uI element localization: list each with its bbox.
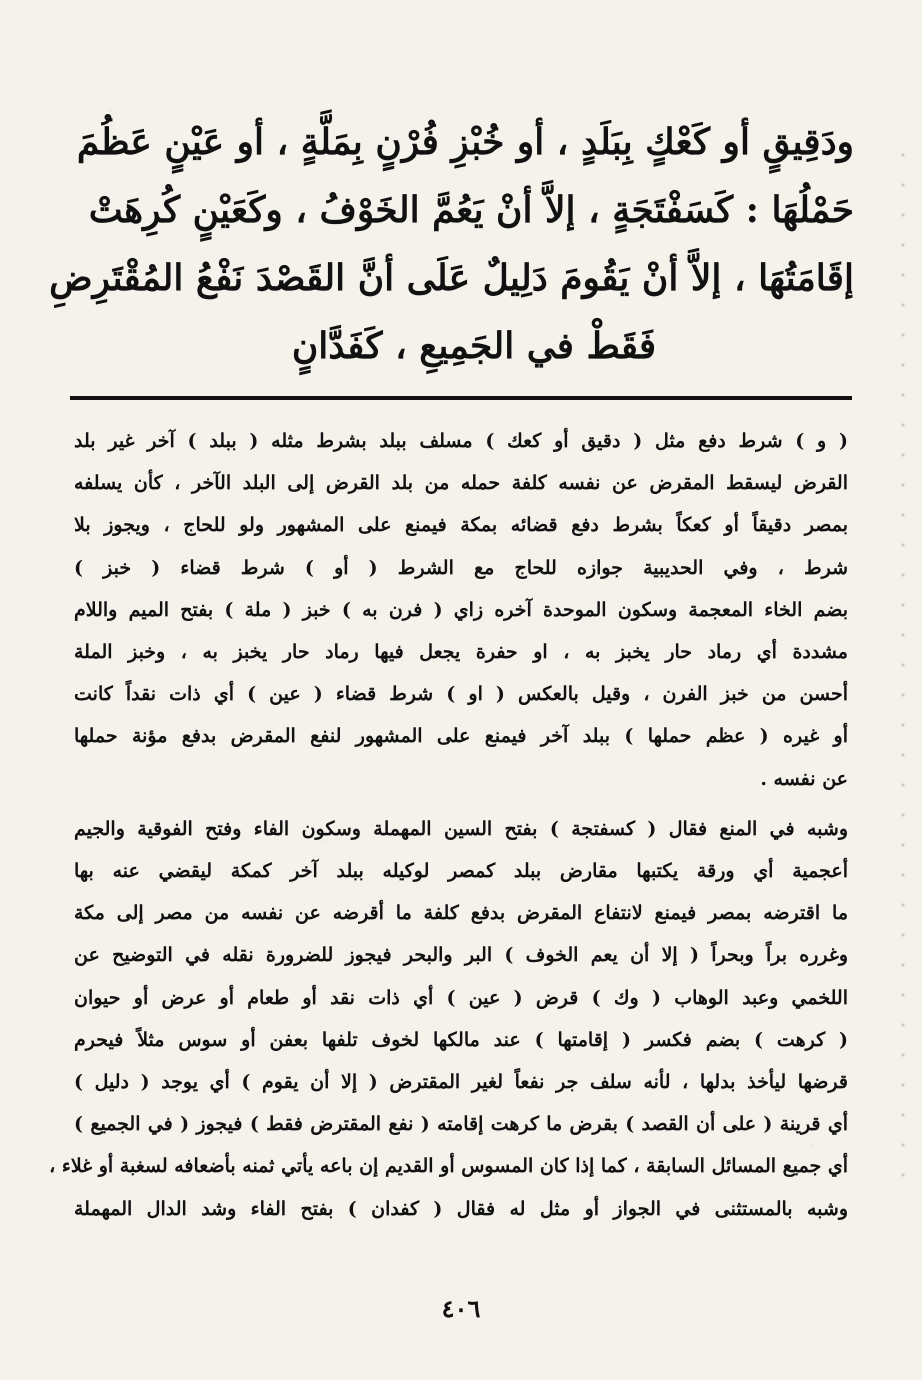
- commentary-line: وشبه بالمستثنى في الجواز أو مثل له فقال ( كفدان ) بفتح الفاء وشد الدال المهملة: [74, 1197, 848, 1220]
- main-text-line: إقَامَتُهَا ، إلاَّ أنْ يَقُومَ دَلِيلٌ عَلَى أنَّ القَصْدَ نَفْعُ المُقْتَرِضِ: [49, 257, 854, 299]
- commentary-line: شرط ، وفي الحديبية جوازه للحاج مع الشرط ( أو ) شرط قضاء ( خبز ): [74, 556, 848, 579]
- section-divider: [70, 396, 852, 400]
- commentary-paragraph: [49, 808, 848, 1230]
- commentary-block: [49, 420, 848, 1230]
- commentary-line: ما اقترضه بمصر فيمنع لانتفاع المقرض بدفع كلفة ما أقرضه عن نفسه من مصر إلى مكة: [74, 902, 848, 925]
- commentary-line: وغرره براً وبحراً ( إلا أن يعم الخوف ) البر والبحر فيجوز للضرورة نقله في التوضيح عن: [74, 944, 848, 967]
- commentary-line: أي جميع المسائل السابقة ، كما إذا كان المسوس أو القديم إن باعه يأتي ثمنه بأضعافه لسغبة أو غلاء ،: [49, 1155, 848, 1178]
- commentary-line: أو غيره ( عظم حملها ) ببلد آخر فيمنع على المشهور لنفع المقرض بدفع مؤنة حملها: [74, 725, 848, 748]
- commentary-paragraph: [74, 420, 848, 800]
- commentary-line: اللخمي وعبد الوهاب ( وك ) قرض ( عين ) أي ذات نقد أو طعام أو عرض أو حيوان: [74, 986, 848, 1009]
- commentary-line: أي قرينة ( على أن القصد ) بقرض ما كرهت إقامته ( نفع المقترض فقط ) فيجوز ( في الجميع ): [74, 1113, 848, 1136]
- commentary-line: القرض ليسقط المقرض عن نفسه كلفة حمله من بلد القرض إلى البلد الآخر ، كأن يسلفه: [74, 472, 848, 495]
- commentary-line: بضم الخاء المعجمة وسكون الموحدة آخره زاي ( فرن به ) خبز ( ملة ) بفتح الميم واللام: [74, 598, 848, 621]
- commentary-line: بمصر دقيقاً أو كعكاً بشرط دفع قضائه بمكة فيمنع على المشهور ولو للحاج ، ويجوز بلا: [74, 514, 848, 537]
- commentary-line: عن نفسه .: [760, 767, 848, 790]
- commentary-line: أحسن من خبز الفرن ، وقيل بالعكس ( او ) شرط قضاء ( عين ) أي ذات نقداً كانت: [74, 683, 848, 706]
- page-number: ٤٠٦: [441, 1294, 481, 1323]
- main-text-line: حَمْلُهَا : كَسَفْتَجَةٍ ، إلاَّ أنْ يَعُمَّ الخَوْفُ ، وكَعَيْنٍ كُرِهَتْ: [88, 189, 854, 231]
- commentary-line: وشبه في المنع فقال ( كسفتجة ) بفتح السين المهملة وسكون الفاء وفتح الفوقية والجيم: [74, 817, 848, 840]
- margin-noise: [894, 140, 912, 1200]
- commentary-line: ( كرهت ) بضم فكسر ( إقامتها ) عند مالكها لخوف تلفها بعفن أو سوس مثلاً فيحرم: [74, 1028, 848, 1051]
- commentary-line: أعجمية أي ورقة يكتبها مقارض ببلد كمصر لوكيله ببلد آخر كمكة ليقضي عنه بها: [74, 860, 848, 883]
- main-text-line: ودَقِيقٍ أو كَعْكٍ بِبَلَدٍ ، أو خُبْزِ فُرْنٍ بِمَلَّةٍ ، أو عَيْنٍ عَظُمَ: [76, 121, 854, 163]
- main-text-line: فَقَطْ في الجَمِيعِ ، كَفَدَّانٍ: [291, 325, 657, 367]
- main-text-block: [49, 108, 854, 380]
- commentary-line: مشددة أي رماد حار يخبز به ، او حفرة يجعل فيها رماد حار يخبز به ، وخبز الملة: [74, 641, 848, 664]
- commentary-line: قرضها ليأخذ بدلها ، لأنه سلف جر نفعاً لغير المقترض ( إلا أن يقوم ) أي يوجد ( دليل ): [74, 1071, 848, 1094]
- commentary-line: ( و ) شرط دفع مثل ( دقيق أو كعك ) مسلف ببلد بشرط مثله ( ببلد ) آخر غير بلد: [74, 430, 848, 452]
